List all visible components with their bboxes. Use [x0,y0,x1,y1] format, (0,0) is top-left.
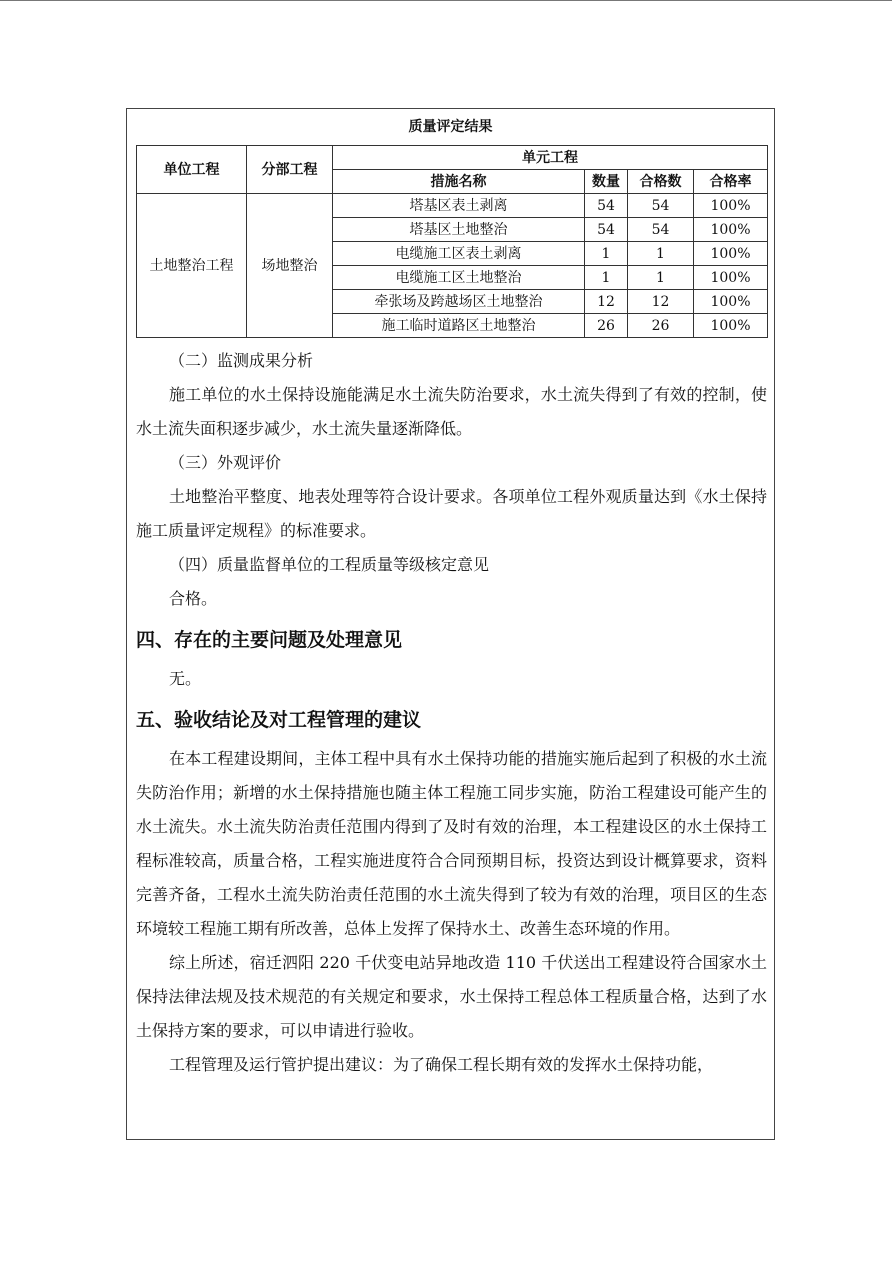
qualified-cell: 1 [628,266,694,290]
measure-name-cell: 牵张场及跨越场区土地整治 [333,290,585,314]
quality-table [136,145,768,338]
rate-cell: 100% [694,218,768,242]
quantity-cell: 54 [585,194,628,218]
qualified-cell: 26 [628,314,694,338]
quantity-cell: 26 [585,314,628,338]
qualified-cell: 1 [628,242,694,266]
quantity-cell: 12 [585,290,628,314]
unit-project-cell: 土地整治工程 [137,194,247,338]
supervision-title: （四）质量监督单位的工程质量等级核定意见 [169,555,490,574]
qualified-cell: 54 [628,218,694,242]
measure-name-cell: 电缆施工区表土剥离 [333,242,585,266]
conclusion-paragraph-3: 工程管理及运行管护提出建议：为了确保工程长期有效的发挥水土保持功能， [169,1055,714,1074]
measure-name-cell: 电缆施工区土地整治 [333,266,585,290]
measure-name-cell: 塔基区表土剥离 [333,194,585,218]
document-frame [126,108,775,1140]
sub-project-cell: 场地整治 [247,194,333,338]
qualified-cell: 54 [628,194,694,218]
header-element-project: 单元工程 [333,146,768,170]
rate-cell: 100% [694,314,768,338]
conclusion-heading: 五、验收结论及对工程管理的建议 [136,709,422,731]
quantity-cell: 54 [585,218,628,242]
problems-text: 无。 [169,669,202,688]
quantity-cell: 1 [585,266,628,290]
qualified-cell: 12 [628,290,694,314]
table-row [137,194,768,218]
header-measure-name: 措施名称 [333,170,585,194]
quantity-cell: 1 [585,242,628,266]
conclusion-paragraph-1: 在本工程建设期间，主体工程中具有水土保持功能的措施实施后起到了积极的水土流失防治作用；新增的水土保持措施也随主体工程施工同步实施，防治工程建设可能产生的水土流失。水土流失防治责任范围内得到了及时有效的治理，本工程建设区的水土保持工程标准较高，质量合格，工程实施进度符合合同预期目标，投资达到设计概算要求，资料完善齐备，工程水土流失防治责任范围的水土流失得到了较为有效的治理，项目区的生态环境较工程施工期有所改善，总体上发挥了保持水土、改善生态环境的作用。 [136,749,767,938]
appearance-title: （三）外观评价 [169,453,282,472]
header-sub-project: 分部工程 [247,146,333,194]
header-qualified-count: 合格数 [628,170,694,194]
document-body [136,344,767,1082]
page-top-rule [0,0,892,1]
header-unit-project: 单位工程 [137,146,247,194]
measure-name-cell: 施工临时道路区土地整治 [333,314,585,338]
supervision-text: 合格。 [169,589,218,608]
rate-cell: 100% [694,266,768,290]
rate-cell: 100% [694,290,768,314]
header-pass-rate: 合格率 [694,170,768,194]
problems-heading: 四、存在的主要问题及处理意见 [136,629,403,651]
appearance-text: 土地整治平整度、地表处理等符合设计要求。各项单位工程外观质量达到《水土保持施工质量评定规程》的标准要求。 [136,487,767,540]
conclusion-paragraph-2: 综上所述，宿迁泗阳 220 千伏变电站异地改造 110 千伏送出工程建设符合国家水土保持法律法规及技术规范的有关规定和要求，水土保持工程总体工程质量合格，达到了水土保持方案的要求，可以申请进行验收。 [136,953,767,1040]
rate-cell: 100% [694,194,768,218]
measure-name-cell: 塔基区土地整治 [333,218,585,242]
monitoring-title: （二）监测成果分析 [169,351,314,370]
table-caption: 质量评定结果 [408,119,493,135]
table-header-row [137,146,768,170]
rate-cell: 100% [694,242,768,266]
monitoring-text: 施工单位的水土保持设施能满足水土流失防治要求，水土流失得到了有效的控制，使水土流失面积逐步减少，水土流失量逐渐降低。 [136,385,767,438]
header-quantity: 数量 [585,170,628,194]
